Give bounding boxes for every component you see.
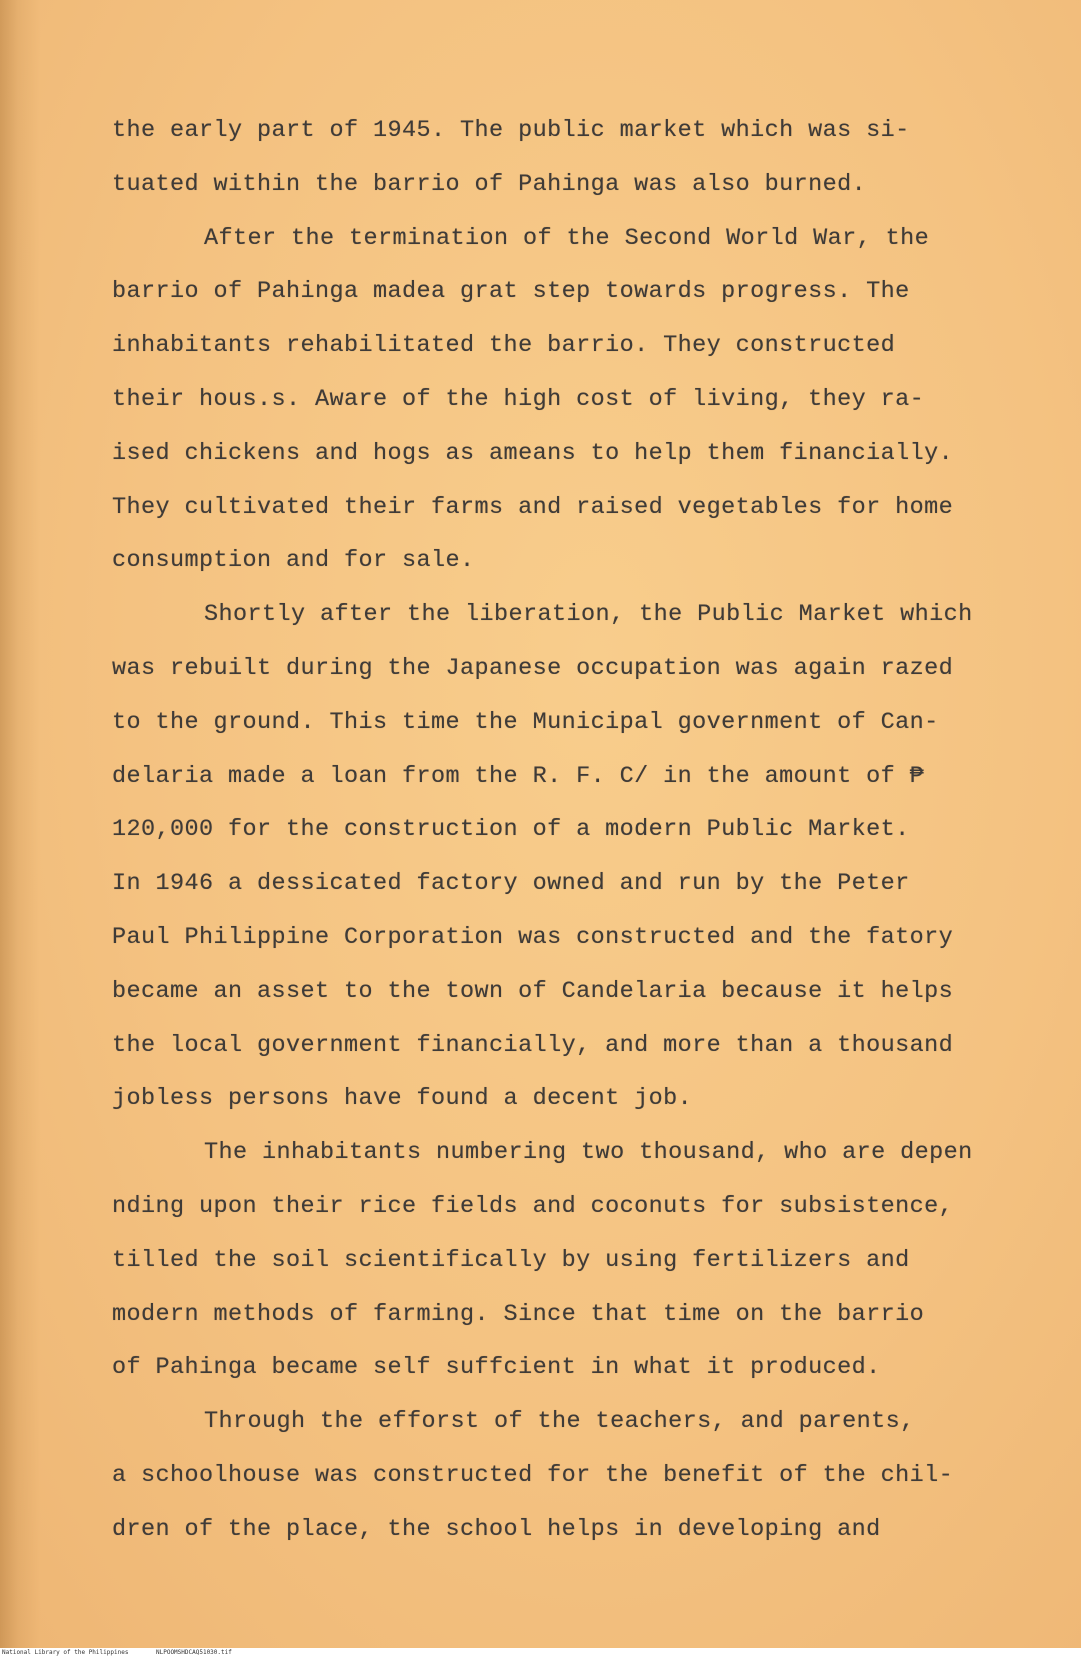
text-line: the local government financially, and more than a thousand [112,1031,954,1059]
text-line: barrio of Pahinga madea grat step towards progress. The [112,278,910,306]
paragraph-first-line: Through the efforst of the teachers, and parents, [204,1408,915,1436]
text-line: tilled the soil scientifically by using fertilizers and [112,1246,910,1274]
text-line: tuated within the barrio of Pahinga was also burned. [112,170,867,198]
text-line: ised chickens and hogs as ameans to help them financially. [112,439,954,467]
text-line: consumption and for sale. [112,547,475,575]
typed-text-body [112,104,1052,1557]
text-line: dren of the place, the school helps in developing and [112,1515,881,1543]
text-line: their hous.s. Aware of the high cost of living, they ra- [112,385,925,413]
footer-file-name: NLPOOMSHDCAQ51030.tif [156,1649,232,1656]
text-line: 120,000 for the construction of a modern Public Market. [112,816,910,844]
paragraph-first-line: Shortly after the liberation, the Public Market which [204,601,973,629]
text-line: Paul Philippine Corporation was constructed and the fatory [112,923,954,951]
text-line: was rebuilt during the Japanese occupation was again razed [112,654,954,682]
text-line: They cultivated their farms and raised vegetables for home [112,493,954,521]
text-line: a schoolhouse was constructed for the benefit of the chil- [112,1461,954,1489]
text-line: jobless persons have found a decent job. [112,1085,693,1113]
text-line: of Pahinga became self suffcient in what it produced. [112,1354,881,1382]
text-line: In 1946 a dessicated factory owned and run by the Peter [112,870,910,898]
scan-footer [0,1648,1081,1658]
text-line: nding upon their rice fields and coconuts for subsistence, [112,1192,954,1220]
text-line: modern methods of farming. Since that time on the barrio [112,1300,925,1328]
text-line: became an asset to the town of Candelaria because it helps [112,977,954,1005]
text-line: to the ground. This time the Municipal government of Can- [112,708,939,736]
text-line: the early part of 1945. The public market which was si- [112,117,910,144]
text-line: delaria made a loan from the R. F. C/ in the amount of ₱ [112,762,925,790]
paragraph-first-line: After the termination of the Second World War, the [204,224,930,252]
footer-library-name: National Library of the Philippines [2,1649,129,1656]
paragraph-first-line: The inhabitants numbering two thousand, who are depen [204,1139,973,1167]
text-line: inhabitants rehabilitated the barrio. They constructed [112,332,896,360]
